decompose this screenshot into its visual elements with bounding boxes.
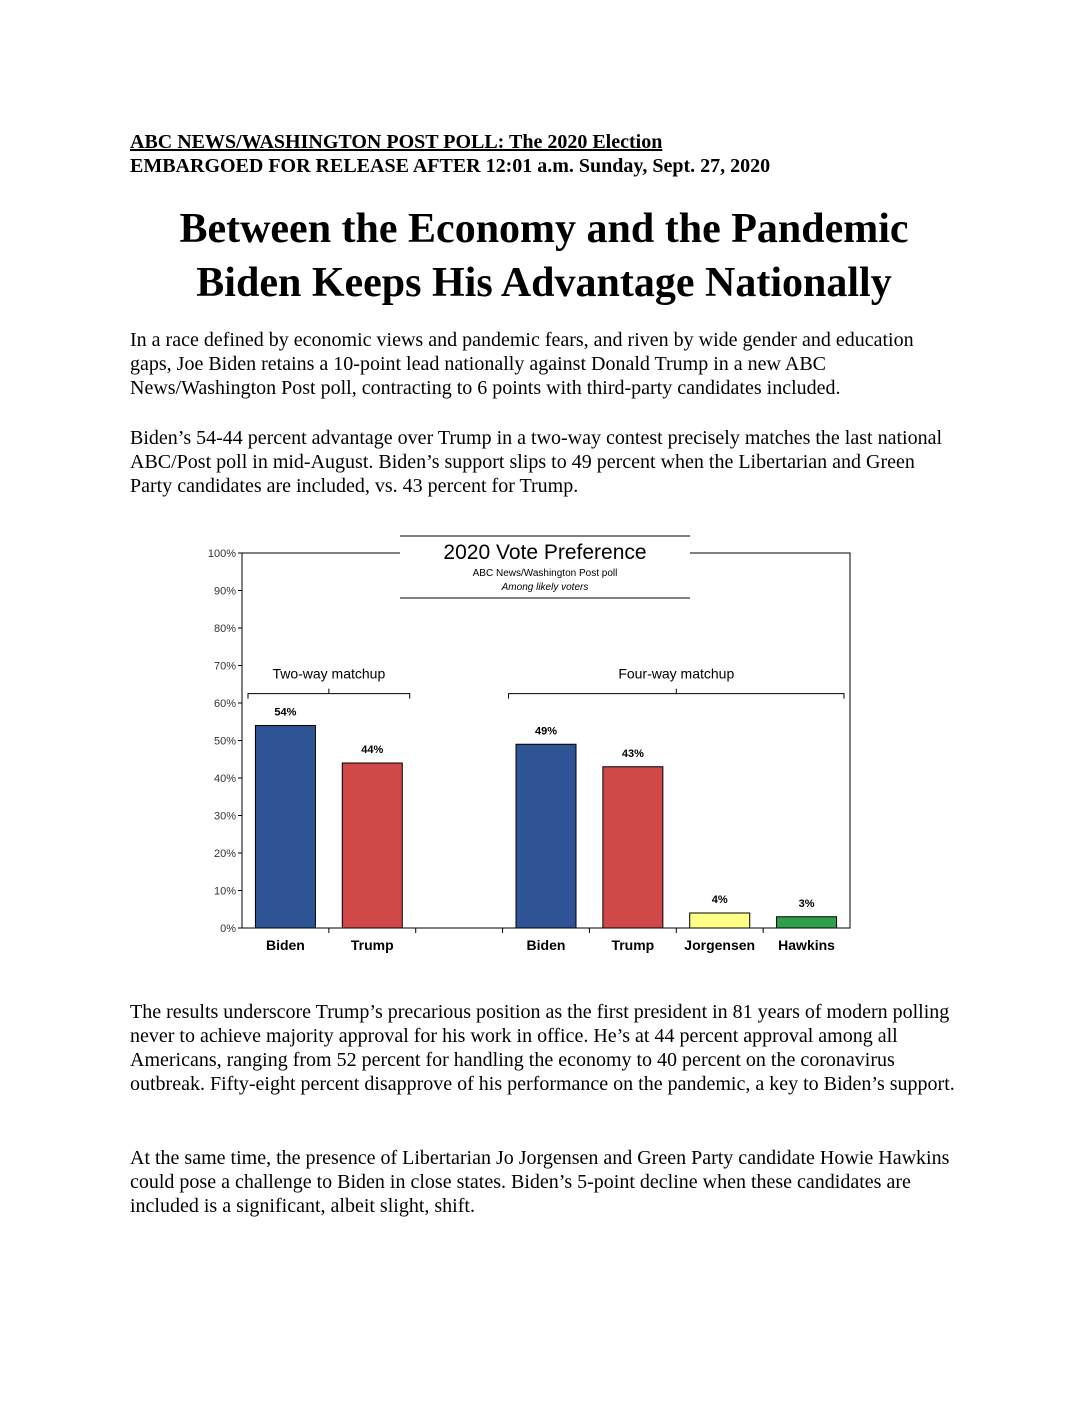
bar-trump (342, 763, 402, 928)
y-tick-label: 80% (213, 623, 236, 635)
headline (0, 202, 1088, 310)
chart-title: 2020 Vote Preference (443, 541, 647, 564)
bar-trump (603, 767, 663, 928)
paragraph-3: The results underscore Trump’s precarious position as the first president in 81 years of modern polling never to achieve majority approval for his work in office. He’s at 44 percent approval among all Americans, ranging from 52 percent for handling the economy to 40 percent on the coronavirus outbreak. Fifty-eight percent disapprove of his performance on the pandemic, a key to Biden’s support. (130, 1001, 955, 1095)
y-tick-label: 90% (213, 585, 236, 598)
category-label: Trump (350, 937, 394, 953)
headline-line-1: Between the Economy and the Pandemic (179, 206, 909, 252)
data-label: 44% (361, 744, 384, 756)
y-tick-label: 60% (213, 698, 236, 710)
bar-biden (255, 726, 315, 929)
bar-hawkins (777, 917, 837, 928)
y-tick-label: 20% (213, 848, 236, 860)
group-bracket (509, 689, 844, 699)
category-label: Hawkins (778, 937, 835, 953)
vote-preference-chart (200, 530, 860, 960)
group-label: Two-way matchup (272, 665, 386, 682)
y-tick-label: 100% (207, 548, 236, 560)
data-label: 4% (711, 894, 728, 906)
document-header (130, 130, 770, 178)
y-tick-label: 70% (213, 660, 236, 673)
y-tick-label: 30% (213, 810, 236, 823)
paragraph-1: In a race defined by economic views and pandemic fears, and riven by wide gender and education gaps, Joe Biden retains a 10-point lead nationally against Donald Trump in a new ABC News/Washington Post poll, contracting to 6 points with third-party candidates included. (130, 329, 914, 399)
category-label: Biden (526, 937, 566, 953)
group-label: Four-way matchup (618, 665, 735, 682)
data-label: 49% (534, 725, 558, 738)
y-tick-label: 0% (220, 923, 236, 935)
y-tick-label: 50% (213, 735, 236, 748)
data-label: 43% (621, 747, 644, 760)
y-tick-label: 40% (213, 773, 236, 785)
y-tick-label: 10% (213, 885, 236, 898)
group-bracket (248, 689, 410, 699)
poll-title: ABC NEWS/WASHINGTON POST POLL: The 2020 Election (130, 131, 663, 153)
headline-line-2: Biden Keeps His Advantage Nationally (196, 260, 892, 306)
chart-subtitle: ABC News/Washington Post poll (472, 568, 618, 579)
bar-biden (516, 744, 576, 928)
embargo-notice: EMBARGOED FOR RELEASE AFTER 12:01 a.m. Sunday, Sept. 27, 2020 (130, 155, 771, 177)
bar-jorgensen (690, 913, 750, 928)
category-label: Biden (265, 937, 305, 953)
paragraph-4: At the same time, the presence of Libertarian Jo Jorgensen and Green Party candidate Howie Hawkins could pose a challenge to Biden in close states. Biden’s 5-point decline when these candidates are included is a significant, albeit slight, shift. (130, 1147, 950, 1217)
data-label: 54% (274, 706, 297, 719)
chart-subtitle-2: Among likely voters (501, 582, 589, 593)
category-label: Trump (611, 937, 655, 953)
data-label: 3% (798, 897, 815, 910)
paragraph-2: Biden’s 54-44 percent advantage over Trump in a two-way contest precisely matches the last national ABC/Post poll in mid-August. Biden’s support slips to 49 percent when the Libertarian and Green Party candidates are included, vs. 43 percent for Trump. (130, 427, 943, 497)
category-label: Jorgensen (684, 937, 756, 953)
